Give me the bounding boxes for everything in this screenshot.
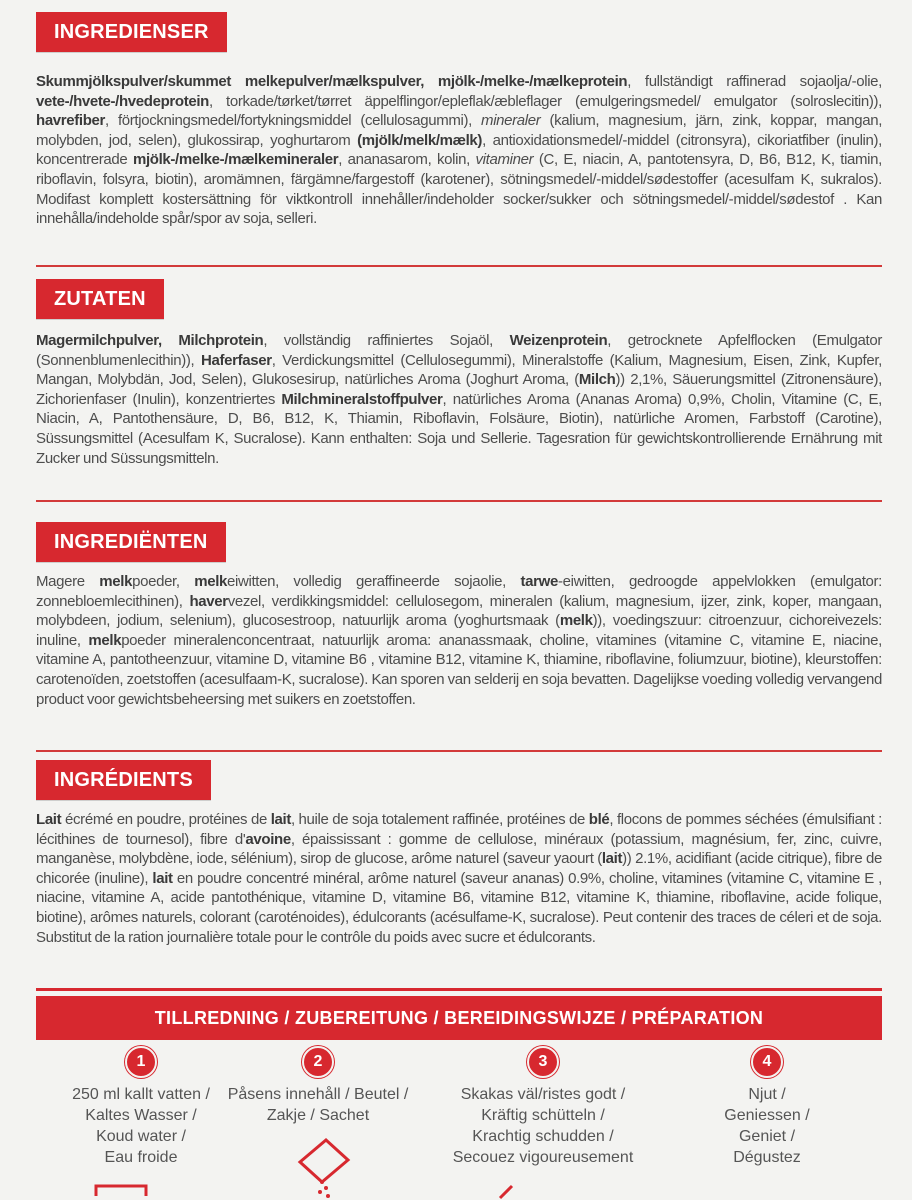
step-text: Påsens innehåll / Beutel / Zakje / Sachet (227, 1086, 409, 1124)
step-text: Njut / Geniessen / Geniet / Dégustez (724, 1086, 810, 1166)
step-number: 3 (527, 1046, 559, 1078)
ingredients-section-nl (36, 522, 882, 752)
ingredients-text-sv: Skummjölkspulver/skummet melkepulver/mælkspulver, mjölk-/melke-/mælkeprotein, fullständigt raffinerad sojaolja/-olie, vete-/hvete-/hvedeprotein, torkade/tørket/tørret äppelflingor/epleflak/æbleflager (emulgeringsmedel/ emulgator (solroslecitin)), havrefiber, förtjockningsmedel/fortykningsmiddel (cellulosagummi), mineraler (kalium, magnesium, järn, zink, koppar, mangan, molybden, jod, selen), glukossirap, yoghurtarom (mjölk/melk/mælk), antioxidationsmedel/-middel (citronsyra), cikoriatfiber (inulin), koncentrerade mjölk-/melke-/mælkemineraler, ananasarom, kolin, vitaminer (C, E, niacin, A, pantotensyra, D, B6, B12, K, tiamin, riboflavin, folsyra, biotin), aromämnen, färgämne/fargestoff (karotener), sötningsmedel/-middel/sødestoffer (acesulfam K, sukralos). Modifast komplett kostersättning för viktkontroll innehåller/indeholder socker/sukker och sötningsmedel/-middel/sødestof . Kan innehålla/indeholde spår/spor av soja, selleri. (36, 73, 883, 228)
powder-icon (318, 1180, 330, 1198)
step-number: 1 (125, 1046, 157, 1078)
step-number: 4 (751, 1046, 783, 1078)
step-2 (213, 1046, 423, 1126)
section-title-fr: INGRÉDIENTS (36, 760, 211, 800)
ingredients-text-nl: Magere melkpoeder, melkeiwitten, volledig geraffineerde sojaolie, tarwe-eiwitten, gedroogde appelvlokken (emulgator: zonnebloemlecithinen), havervezel, verdikkingsmiddel: cellulosegom, mineralen (kalium, magnesium, ijzer, zink, koper, mangaan, molybdeen, jodium, selenium), glucosestroop, natuurlijk aroma (yoghurtsmaak (melk)), voedingszuur: citroenzuur, cichoreivezels: inuline, melkpoeder mineralenconcentraat, natuurlijk aroma: ananassmaak, choline, vitamines (vitamine C, vitamine E, niacine, vitamine A, pantotheenzuur, vitamine D, vitamine B6 , vitamine B12, vitamine K, thiamine, riboflavine, foliumzuur, biotine), kleurstoffen: carotenoïden, zoetstoffen (acesulfaam-K, sucralose). Kan sporen van selderij en soja bevatten. Dagelijkse voeding volledig vervangend product voor gewichtsbeheersing met suikers en zoetstoffen. (36, 573, 883, 708)
preparation-divider (36, 988, 882, 991)
step-text: 250 ml kallt vatten / Kaltes Wasser / Koud water / Eau froide (72, 1086, 210, 1166)
step-text: Skakas väl/ristes godt / Kräftig schütteln / Krachtig schudden / Secouez vigoureusement (452, 1086, 634, 1166)
step-number: 2 (302, 1046, 334, 1078)
ingredients-section-sv (36, 12, 882, 267)
shaker-icon (500, 1186, 512, 1198)
glass-icon (96, 1186, 146, 1196)
section-title-nl: INGREDIËNTEN (36, 522, 226, 562)
ingredients-section-de (36, 279, 882, 502)
ingredients-section-fr (36, 760, 882, 982)
ingredients-text-fr: Lait écrémé en poudre, protéines de lait, huile de soja totalement raffinée, protéines de blé, flocons de pommes séchées (émulsifiant : lécithines de tournesol), fibre d'avoine, épaississant : gomme de cellulose, minéraux (potassium, magnésium, fer, zinc, cuivre, manganèse, molybdène, iode, sélénium), sirop de glucose, arôme naturel (saveur yaourt (lait)) 2.1%, acidifiant (acide citrique), fibre de chicorée (inuline), lait en poudre concentré minéral, arôme naturel (saveur ananas) 0.9%, choline, vitamines (vitamine C, vitamine E , niacine, vitamine A, acide pantothénique, vitamine D, vitamine B6, vitamine B12, vitamine K, thiamine, riboflavine, acide folique, biotine), arômes naturels, colorant (caroténoides), édulcorants (acésulfame-K, sucralose). Peut contenir des traces de céleri et de soja. Substitut de la ration journalière totale pour le contrôle du poids avec sucre et édulcorants. (36, 811, 882, 946)
ingredients-text-de: Magermilchpulver, Milchprotein, vollständig raffiniertes Sojaöl, Weizenprotein, getrocknete Apfelflocken (Emulgator (Sonnenblumenlecithin)), Haferfaser, Verdickungsmittel (Cellulosegummi), Mineralstoffe (Kalium, Magnesium, Eisen, Zink, Kupfer, Mangan, Molybdän, Jod, Selen), Glukosesirup, natürliches Aroma (Joghurt Aroma, (Milch)) 2,1%, Säuerungsmittel (Zitronensäure), Zichorienfaser (Inulin), konzentriertes Milchmineralstoffpulver, natürliches Aroma (Ananas Aroma) 0,9%, Cholin, Vitamine (C, E, Niacin, A, Pantothensäure, D, B6, B12, K, Thiamin, Riboflavin, Folsäure, Biotin), natürliche Aromen, Farbstoff (Carotine), Süssungsmittel (Acesulfam K, Sucralose). Kann enthalten: Soja und Sellerie. Tagesration für gewichtskontrollierende Ernährung mit Zucker und Süssungsmitteln. (36, 332, 883, 467)
sachet-icon (300, 1140, 348, 1182)
section-title-de: ZUTATEN (36, 279, 164, 319)
preparation-title: TILLREDNING / ZUBEREITUNG / BEREIDINGSWIJZE / PRÉPARATION (36, 996, 882, 1040)
preparation-illustrations (0, 1120, 912, 1200)
section-title-sv: INGREDIENSER (36, 12, 227, 52)
